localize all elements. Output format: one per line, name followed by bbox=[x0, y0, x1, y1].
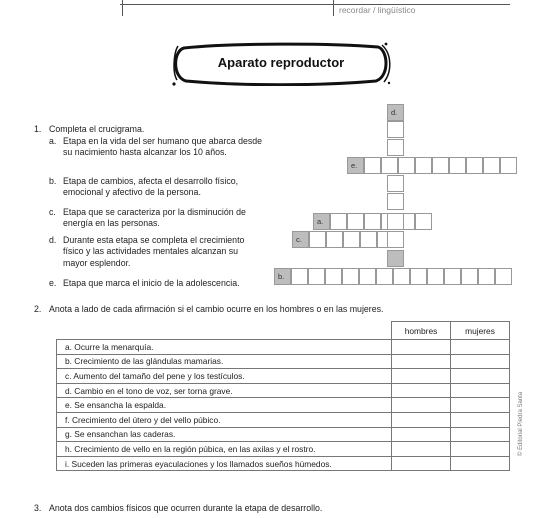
crossword-cell[interactable] bbox=[387, 175, 404, 192]
table-row bbox=[57, 398, 510, 413]
crossword-cell[interactable] bbox=[393, 268, 410, 285]
crossword-cell[interactable] bbox=[495, 268, 512, 285]
table-row bbox=[57, 354, 510, 369]
crossword-cell[interactable] bbox=[291, 268, 308, 285]
table-row bbox=[57, 412, 510, 427]
page-title: Aparato reproductor bbox=[217, 55, 345, 70]
answer-cell-mujeres[interactable] bbox=[451, 340, 510, 355]
statement-cell: i. Suceden las primeras eyaculaciones y los llamados sueños húmedos. bbox=[57, 456, 392, 471]
answer-cell-mujeres[interactable] bbox=[451, 354, 510, 369]
clue-start-c: c. bbox=[292, 231, 309, 248]
statement-cell: e. Se ensancha la espalda. bbox=[57, 398, 392, 413]
answer-cell-mujeres[interactable] bbox=[451, 383, 510, 398]
clue-start-b: b. bbox=[274, 268, 291, 285]
crossword-cell[interactable] bbox=[387, 121, 404, 138]
skill-tag: recordar / lingüístico bbox=[339, 5, 416, 15]
crossword-cell[interactable] bbox=[427, 268, 444, 285]
crossword-cell[interactable] bbox=[308, 268, 325, 285]
crossword-cell[interactable] bbox=[449, 157, 466, 174]
crossword-cell[interactable] bbox=[342, 268, 359, 285]
table-row bbox=[57, 369, 510, 384]
answer-cell-hombres[interactable] bbox=[392, 340, 451, 355]
statement-cell: c. Aumento del tamaño del pene y los testículos. bbox=[57, 369, 392, 384]
crossword-cell[interactable] bbox=[325, 268, 342, 285]
crossword-cell[interactable] bbox=[387, 193, 404, 210]
crossword-cell[interactable] bbox=[478, 268, 495, 285]
crossword-cell[interactable] bbox=[415, 157, 432, 174]
answer-cell-hombres[interactable] bbox=[392, 427, 451, 442]
answer-cell-mujeres[interactable] bbox=[451, 398, 510, 413]
answer-cell-hombres[interactable] bbox=[392, 369, 451, 384]
crossword-cell[interactable] bbox=[432, 157, 449, 174]
blocked-cell bbox=[387, 250, 404, 267]
table-row bbox=[57, 427, 510, 442]
clue-start-d: d. bbox=[387, 104, 404, 121]
table-header-row bbox=[57, 322, 510, 340]
answer-cell-hombres[interactable] bbox=[392, 412, 451, 427]
crossword-cell[interactable] bbox=[483, 157, 500, 174]
crossword-cell[interactable] bbox=[347, 213, 364, 230]
title-badge bbox=[170, 42, 392, 86]
crossword-cell[interactable] bbox=[330, 213, 347, 230]
crossword-cell[interactable] bbox=[376, 268, 393, 285]
top-header-bar bbox=[0, 0, 550, 18]
question-number: 1. bbox=[34, 124, 42, 134]
question-heading: Anota a lado de cada afirmación si el cambio ocurre en los hombres o en las mujeres. bbox=[49, 304, 384, 314]
answer-cell-mujeres[interactable] bbox=[451, 427, 510, 442]
crossword-cell[interactable] bbox=[360, 231, 377, 248]
answer-cell-hombres[interactable] bbox=[392, 456, 451, 471]
crossword-cell[interactable] bbox=[381, 157, 398, 174]
crossword-cell[interactable] bbox=[387, 213, 404, 230]
answer-cell-mujeres[interactable] bbox=[451, 456, 510, 471]
crossword-cell[interactable] bbox=[326, 231, 343, 248]
statement-cell: h. Crecimiento de vello en la región púbica, en las axilas y el rostro. bbox=[57, 442, 392, 457]
statement-cell: b. Crecimiento de las glándulas mamarias. bbox=[57, 354, 392, 369]
answer-cell-mujeres[interactable] bbox=[451, 442, 510, 457]
answer-cell-hombres[interactable] bbox=[392, 354, 451, 369]
header-divider-right bbox=[333, 0, 334, 16]
column-header-mujeres: mujeres bbox=[451, 322, 510, 340]
crossword-cell[interactable] bbox=[398, 157, 415, 174]
answer-cell-hombres[interactable] bbox=[392, 442, 451, 457]
header-divider-left bbox=[122, 0, 123, 16]
answer-cell-mujeres[interactable] bbox=[451, 369, 510, 384]
crossword-cell[interactable] bbox=[410, 268, 427, 285]
answer-cell-mujeres[interactable] bbox=[451, 412, 510, 427]
statement-cell: d. Cambio en el tono de voz, ser torna grave. bbox=[57, 383, 392, 398]
table-row bbox=[57, 442, 510, 457]
crossword-cell[interactable] bbox=[343, 231, 360, 248]
table-row bbox=[57, 340, 510, 355]
crossword-cell[interactable] bbox=[309, 231, 326, 248]
crossword-cell[interactable] bbox=[461, 268, 478, 285]
table-row bbox=[57, 383, 510, 398]
table-row bbox=[57, 456, 510, 471]
crossword-cell[interactable] bbox=[500, 157, 517, 174]
clue-start-a: a. bbox=[313, 213, 330, 230]
publisher-credit: © Editorial Piedra Santa bbox=[518, 391, 524, 456]
crossword-cell[interactable] bbox=[387, 139, 404, 156]
crossword-cell[interactable] bbox=[444, 268, 461, 285]
question-heading: Completa el crucigrama. bbox=[49, 124, 145, 134]
statement-cell: f. Crecimiento del útero y del vello púbico. bbox=[57, 412, 392, 427]
statement-cell: g. Se ensanchan las caderas. bbox=[57, 427, 392, 442]
gender-changes-table bbox=[56, 321, 510, 471]
header-rule bbox=[120, 4, 510, 5]
crossword-cell[interactable] bbox=[364, 157, 381, 174]
answer-cell-hombres[interactable] bbox=[392, 383, 451, 398]
clue-start-e: e. bbox=[347, 157, 364, 174]
question-number: 2. bbox=[34, 304, 42, 314]
crossword-cell[interactable] bbox=[364, 213, 381, 230]
answer-cell-hombres[interactable] bbox=[392, 398, 451, 413]
question-number: 3. bbox=[34, 503, 42, 513]
crossword-cell[interactable] bbox=[359, 268, 376, 285]
column-header-hombres: hombres bbox=[392, 322, 451, 340]
crossword-cell[interactable] bbox=[466, 157, 483, 174]
question-heading: Anota dos cambios físicos que ocurren durante la etapa de desarrollo. bbox=[49, 503, 323, 513]
statement-cell: a. Ocurre la menarquía. bbox=[57, 340, 392, 355]
crossword-cell[interactable] bbox=[415, 213, 432, 230]
crossword-cell[interactable] bbox=[387, 231, 404, 248]
